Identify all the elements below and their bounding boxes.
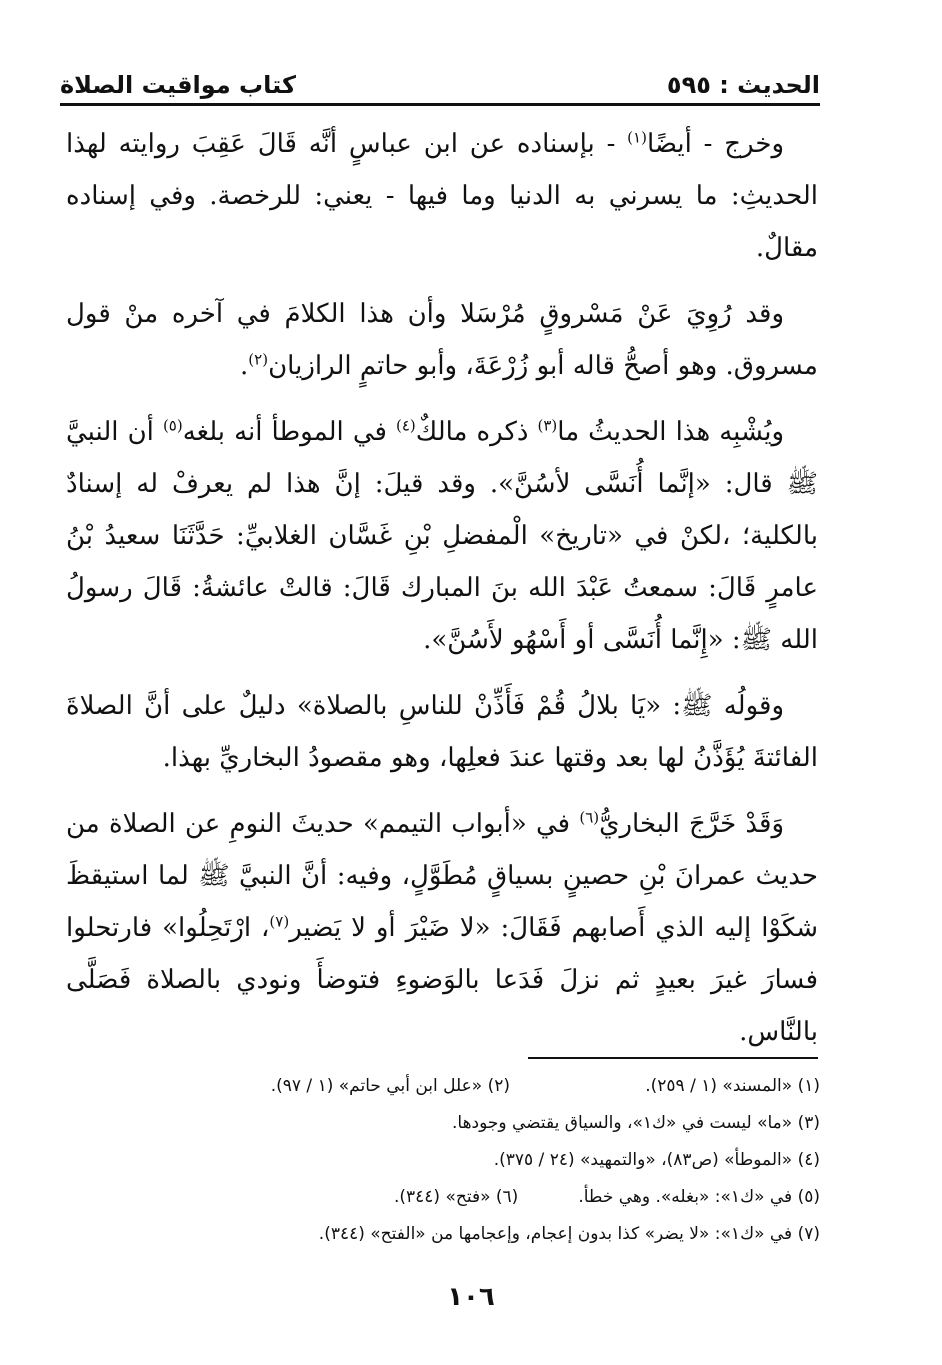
book-title: كتاب مواقيت الصلاة	[60, 71, 296, 99]
footnote-4: (٤) «الموطأ» (ص٨٣)، «والتمهيد» (٢٤ / ٣٧٥).	[493, 1150, 820, 1170]
footnote-ref-7[interactable]: (٧)	[269, 912, 290, 931]
footnote-5: (٥) في «ك١»: «بغله». وهي خطأ.	[578, 1187, 820, 1207]
footnote-6: (٦) «فتح» (٣٤٤).	[393, 1187, 519, 1207]
footnote-row	[120, 1105, 820, 1142]
footnote-ref-4[interactable]: (٤)	[396, 416, 416, 435]
paragraph-2: وقد رُوِيَ عَنْ مَسْروقٍ مُرْسَلا وأن هذا الكلامَ في آخره منْ قول مسروق. وهو أصحُّ قاله أبو زُرْعَةَ، وأبو حاتمٍ الرازيان$^{(٢)}$.	[66, 299, 818, 381]
footnote-row	[120, 1142, 820, 1179]
running-header	[60, 68, 820, 102]
main-text	[66, 118, 818, 1072]
footnote-3: (٣) «ما» ليست في «ك١»، والسياق يقتضي وجودها.	[451, 1113, 820, 1133]
header-rule	[60, 103, 820, 106]
page-number: ١٠٦	[447, 1282, 495, 1312]
footnote-row	[120, 1068, 820, 1105]
footnote-1: (١) «المسند» (١ / ٢٥٩).	[645, 1076, 820, 1096]
footnote-separator	[528, 1057, 818, 1059]
footnote-row	[120, 1179, 820, 1216]
footnote-ref-2[interactable]: (٢)	[248, 350, 269, 369]
paragraph-1: وخرج - أيضًا$^{(١)}$ - بإسناده عن ابن عباسٍ أنَّه قَالَ عَقِبَ روايته لهذا الحديثِ: ما يسرني به الدنيا وما فيها - يعني: للرخصة. وفي إسناده مقالٌ.	[66, 128, 818, 263]
footnote-7: (٧) في «ك١»: «لا يضر» كذا بدون إعجام، وإعجامها من «الفتح» (٣٤٤).	[318, 1224, 820, 1244]
footnotes	[120, 1068, 820, 1253]
paragraph-4: وقولُه ﷺ: «يَا بلالُ قُمْ فَأَذِّنْ للناسِ بالصلاة» دليلٌ على أنَّ الصلاةَ الفائتةَ يُؤَذَّنُ لها بعد وقتها عندَ فعلِها، وهو مقصودُ البخاريِّ بهذا.	[66, 691, 818, 773]
paragraph-3: ويُشْبِه هذا الحديثُ ما$^{(٣)}$ ذكره مالكٌ$^{(٤)}$ في الموطأ أنه بلغه$^{(٥)}$ أن النبيَّ ﷺ قال: «إنَّما أُنَسَّى لأسُنَّ». وقد قيلَ: إنَّ هذا لم يعرفْ له إسنادٌ بالكلية؛ ،لكنْ في «تاريخ» الْمفضلِ بْنِ غَسَّان الغلابيِّ: حَدَّثَنَا سعيدُ بْنُ عامرٍ قَالَ: سمعتُ عَبْدَ الله بنَ المبارك قَالَ: قالتْ عائشةُ: قَالَ رسولُ الله ﷺ: «إِنَّما أُنَسَّى أو أَسْهُو لأَسُنَّ».	[66, 416, 818, 655]
footnote-2: (٢) «علل ابن أبي حاتم» (١ / ٩٧).	[270, 1076, 510, 1096]
hadith-number: الحديث : ٥٩٥	[666, 71, 820, 99]
footnote-ref-6[interactable]: (٦)	[579, 808, 600, 827]
footnote-row	[120, 1216, 820, 1253]
footnote-ref-5[interactable]: (٥)	[162, 416, 183, 435]
paragraph-5: وَقَدْ خَرَّجَ البخاريُّ$^{(٦)}$ في «أبواب التيمم» حديثَ النومِ عن الصلاة من حديث عمرانَ بْنِ حصينٍ بسياقٍ مُطَوَّلٍ، وفيه: أنَّ النبيَّ ﷺ لما استيقظَ شكَوْا إليه الذي أَصابهم فَقَالَ: «لا ضَيْرَ أو لا يَضير$^{(٧)}$، ارْتَحِلُوا» فارتحلوا فسارَ غيرَ بعيدٍ ثم نزلَ فَدَعا بالوَضوءِ فتوضأَ ونودي بالصلاة فَصَلَّى بالنَّاس.	[66, 808, 818, 1047]
footnote-ref-3[interactable]: (٣)	[537, 416, 558, 435]
footnote-ref-1[interactable]: (١)	[627, 128, 647, 147]
